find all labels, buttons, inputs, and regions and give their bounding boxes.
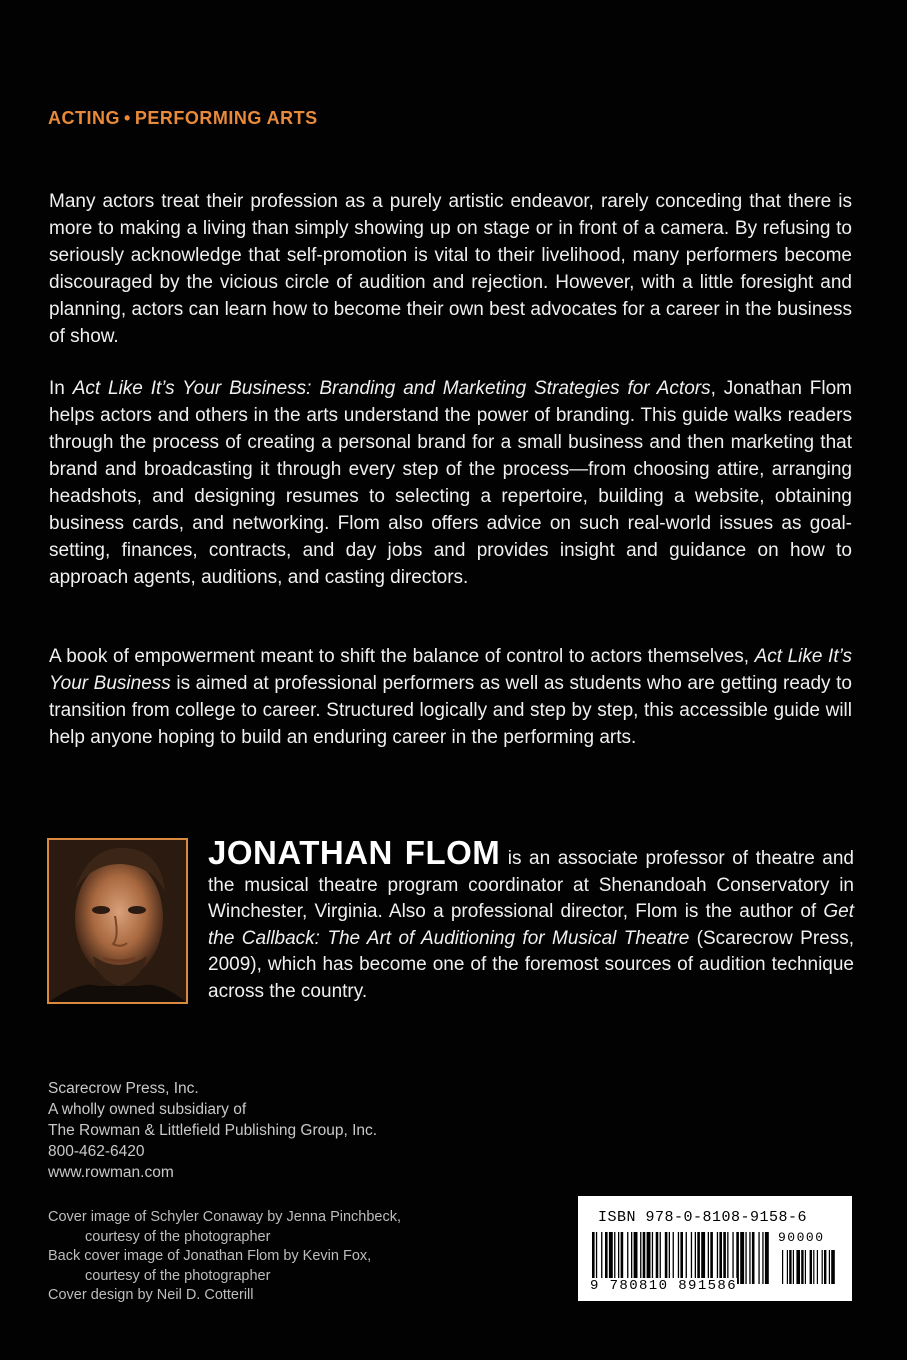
price-barcode-bar — [829, 1250, 830, 1284]
credit-cover-image: Cover image of Schyler Conaway by Jenna Pinchbeck, — [48, 1209, 402, 1225]
price-barcode-bar — [805, 1250, 806, 1284]
p2-rest: , Jonathan Flom helps actors and others in the arts understand the power of branding. This guide walks readers through the process of creating a personal brand for a small business and then marketing that brand and broadcasting it through every step of the process—from choosing attire, arranging headshots, and designing resumes to selecting a repertoire, building a website, obtaining business cards, and networking. Flom also offers advice on such real-world issues as goal-setting, finances, contracts, and day jobs and provides insight and guidance on how to approach agents, auditions, and casting directors. — [49, 378, 852, 588]
price-barcode-bar — [810, 1250, 812, 1284]
barcode-bar — [621, 1232, 624, 1284]
barcode-bar — [643, 1232, 646, 1284]
barcode-bar — [749, 1232, 750, 1284]
price-barcode-bar — [817, 1250, 818, 1284]
barcode-bar — [691, 1232, 692, 1284]
barcode-bar — [740, 1232, 744, 1284]
barcode-bar — [627, 1232, 628, 1284]
barcode-bar — [652, 1232, 653, 1284]
price-barcode-bar — [796, 1250, 800, 1284]
price-barcode-bar — [782, 1250, 783, 1284]
barcode-bar — [680, 1232, 683, 1284]
description-paragraph-1: Many actors treat their profession as a purely artistic endeavor, rarely conceding that there is more to making a living than simply showing up on stage or in front of a camera. By refusing to seriously acknowledge that self-promotion is vital to their livelihood, many performers become discouraged by the vicious circle of audition and rejection. However, with a little foresight and planning, actors can learn how to become their own best advocates for a career in the business of show. — [49, 191, 852, 347]
barcode-bar — [758, 1232, 759, 1284]
description-paragraph-2 — [49, 375, 852, 591]
barcode-bar — [701, 1232, 705, 1284]
barcode-bar — [697, 1232, 700, 1284]
barcode-bar — [669, 1232, 670, 1284]
price-barcode-bar — [813, 1250, 814, 1284]
barcode-bar — [727, 1232, 728, 1284]
price-barcode-bar — [824, 1250, 826, 1284]
price-barcode-bar — [787, 1250, 788, 1284]
author-bio — [208, 834, 855, 1005]
barcode-bar — [614, 1232, 615, 1284]
category-separator: • — [124, 108, 131, 128]
publisher-subsidiary: A wholly owned subsidiary of — [48, 1101, 247, 1118]
price-barcode-bar — [801, 1250, 803, 1284]
image-credits — [48, 1208, 401, 1306]
barcode-bar — [752, 1232, 755, 1284]
barcode-bar — [609, 1232, 613, 1284]
ean-digits: 9 780810 891586 — [590, 1278, 738, 1294]
barcode-bar — [686, 1232, 687, 1284]
barcode-bar — [732, 1232, 733, 1284]
isbn-number: ISBN 978-0-8108-9158-6 — [598, 1209, 808, 1226]
publisher-info — [48, 1078, 377, 1183]
price-barcode-bar — [831, 1250, 835, 1284]
publisher-parent: The Rowman & Littlefield Publishing Group, Inc. — [48, 1122, 378, 1139]
credit-design: Cover design by Neil D. Cotterill — [48, 1287, 254, 1303]
price-barcode-bar — [793, 1250, 794, 1284]
barcode-bar — [708, 1232, 709, 1284]
barcode-bar — [665, 1232, 668, 1284]
barcode-bar — [723, 1232, 726, 1284]
barcode-bar — [660, 1232, 661, 1284]
barcode-bar — [719, 1232, 722, 1284]
barcode-bar — [762, 1232, 763, 1284]
barcode-bar — [601, 1232, 602, 1284]
barcode-bar — [631, 1232, 632, 1284]
barcode-bar — [596, 1232, 597, 1284]
barcode-bar — [647, 1232, 651, 1284]
barcode-bar — [765, 1232, 769, 1284]
price-code: 90000 — [778, 1230, 825, 1245]
bio-lead: is an associate professor of theatre and the musical theatre program coordinator at Shenandoah Conservatory in Winchester, Virginia. Also a professional director, Flom is the author of — [208, 848, 854, 922]
book-title-short: Act Like It’s Your Business — [49, 646, 852, 694]
barcode-bar — [678, 1232, 679, 1284]
description-paragraph-3 — [49, 643, 852, 751]
publisher-phone: 800-462-6420 — [48, 1143, 145, 1160]
publisher-website: www.rowman.com — [48, 1164, 174, 1181]
barcode-bar — [640, 1232, 641, 1284]
barcode-bar — [736, 1232, 739, 1284]
barcode-bar — [592, 1232, 595, 1284]
barcode-bar — [710, 1232, 713, 1284]
p3-rest: is aimed at professional performers as well as students who are getting ready to transition from college to career. Structured logically and step by step, this accessible guide will help anyone hoping to build an enduring career in the performing arts. — [49, 673, 852, 748]
barcode-bar — [673, 1232, 674, 1284]
barcode-bar — [695, 1232, 696, 1284]
price-barcode-bar — [789, 1250, 791, 1284]
category-label — [48, 108, 318, 129]
barcode-bar — [745, 1232, 746, 1284]
category-acting: ACTING — [48, 108, 120, 128]
author-name: JONATHAN FLOM — [208, 834, 501, 871]
credit-back-image: Back cover image of Jonathan Flom by Kevin Fox, — [48, 1248, 372, 1264]
category-performing-arts: PERFORMING ARTS — [134, 108, 318, 128]
previous-book-title: Get the Callback: The Art of Auditioning for Musical Theatre — [208, 901, 854, 949]
author-photo — [47, 838, 188, 1004]
barcode-bar — [656, 1232, 659, 1284]
barcode-bar — [618, 1232, 619, 1284]
publisher-name: Scarecrow Press, Inc. — [48, 1080, 199, 1097]
book-title: Act Like It’s Your Business: Branding and Marketing Strategies for Actors — [72, 378, 711, 399]
credit-back-courtesy: courtesy of the photographer — [85, 1267, 271, 1284]
p2-lead: In — [49, 378, 73, 399]
barcode-bar — [717, 1232, 718, 1284]
price-barcode-bar — [822, 1250, 823, 1284]
barcode-bar — [634, 1232, 638, 1284]
barcode — [578, 1196, 852, 1301]
credit-cover-courtesy: courtesy of the photographer — [85, 1228, 271, 1245]
p3-lead: A book of empowerment meant to shift the balance of control to actors themselves, — [49, 646, 755, 667]
bio-rest: (Scarecrow Press, 2009), which has become one of the foremost sources of audition technique across the country. — [208, 927, 855, 1002]
barcode-bar — [605, 1232, 608, 1284]
